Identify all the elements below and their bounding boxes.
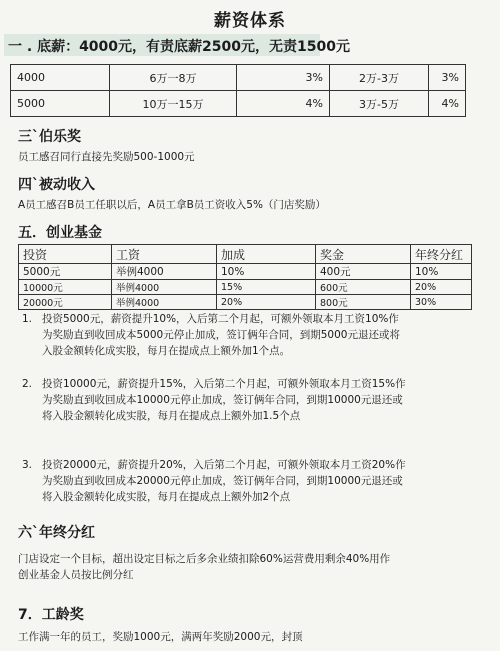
list-item-line: 投资20000元，薪资提升20%，入后第二个月起，可额外领取本月工资20%作	[42, 459, 406, 471]
table-cell: 400元	[316, 264, 411, 280]
table-row	[19, 280, 472, 295]
section-6-line: 门店设定一个目标，超出设定目标之后多余业绩扣除60%运营费用剩余40%用作	[18, 553, 391, 565]
table-cell: 20%	[217, 295, 316, 310]
section-6-line: 创业基金人员按比例分红	[18, 569, 134, 581]
table-header-row	[19, 245, 472, 264]
section-7-text: 工作满一年的员工，奖励1000元，满两年奖励2000元，封顶	[18, 631, 303, 643]
table-cell: 30%	[411, 295, 472, 310]
table-header-cell: 投资	[19, 245, 112, 264]
list-item-line: 将入股金额转化成实股，每月在提成点上额外加1.5个点	[42, 410, 301, 422]
table-cell: 20000元	[19, 295, 112, 310]
page-title: 薪资体系	[214, 11, 286, 31]
table-cell: 10万一15万	[110, 91, 237, 117]
table-header-cell: 奖金	[316, 245, 411, 264]
table-cell: 4000	[11, 65, 110, 91]
table-cell: 5000	[11, 91, 110, 117]
list-item-number: 1.	[22, 313, 33, 325]
table-cell: 800元	[316, 295, 411, 310]
section-3-heading: 三`伯乐奖	[18, 129, 81, 145]
table-cell: 3%	[429, 65, 466, 91]
list-item-line: 为奖励直到收回成本20000元停止加成，签订俩年合同，到期10000元退还或	[42, 475, 403, 487]
section-4-text: A员工感召B员工任职以后，A员工拿B员工资收入5%（门店奖励）	[18, 199, 326, 211]
list-item-line: 投资10000元，薪资提升15%，入后第二个月起，可额外领取本月工资15%作	[42, 378, 406, 390]
table-cell: 3万-5万	[330, 91, 429, 117]
section-1-heading: 一 . 底薪：4000元，有责底薪2500元，无责1500元	[8, 39, 350, 55]
section-4-heading: 四`被动收入	[18, 177, 95, 193]
list-item-line: 为奖励直到收回成本10000元停止加成，签订俩年合同，到期10000元退还或	[42, 394, 403, 406]
table-header-cell: 年终分红	[411, 245, 472, 264]
table-cell: 5000元	[19, 264, 112, 280]
table-cell: 15%	[217, 280, 316, 295]
section-7-heading: 7．工龄奖	[18, 607, 84, 623]
table-cell: 600元	[316, 280, 411, 295]
table-header-cell: 工资	[112, 245, 217, 264]
table-cell: 4%	[237, 91, 330, 117]
table-cell: 10%	[217, 264, 316, 280]
table-cell: 3%	[237, 65, 330, 91]
table-row	[19, 295, 472, 310]
table-cell: 6万一8万	[110, 65, 237, 91]
table-cell: 10000元	[19, 280, 112, 295]
table-row	[19, 264, 472, 280]
table-cell: 举例4000	[112, 295, 217, 310]
list-item-line: 将入股金额转化成实股，每月在提成点上额外加2个点	[42, 491, 291, 503]
list-item-number: 3.	[22, 459, 33, 471]
table-cell: 4%	[429, 91, 466, 117]
table-row	[11, 65, 466, 91]
investment-table	[18, 244, 472, 310]
section-5-heading: 五．创业基金	[18, 225, 102, 241]
table-cell: 2万-3万	[330, 65, 429, 91]
table-cell: 20%	[411, 280, 472, 295]
table-cell: 举例4000	[112, 264, 217, 280]
section-6-heading: 六`年终分红	[18, 525, 95, 541]
table-cell: 举例4000	[112, 280, 217, 295]
list-item-number: 2.	[22, 378, 33, 390]
table-header-cell: 加成	[217, 245, 316, 264]
commission-table	[10, 64, 466, 117]
list-item-line: 入股金额转化成实股，每月在提成点上额外加1个点。	[42, 345, 291, 357]
section-3-text: 员工感召同行直接先奖励500-1000元	[18, 151, 195, 163]
table-row	[11, 91, 466, 117]
table-cell: 10%	[411, 264, 472, 280]
list-item-line: 为奖励直到收回成本5000元停止加成，签订俩年合同，到期5000元退还或将	[42, 329, 400, 341]
list-item-line: 投资5000元，薪资提升10%，入后第二个月起，可额外领取本月工资10%作	[42, 313, 399, 325]
